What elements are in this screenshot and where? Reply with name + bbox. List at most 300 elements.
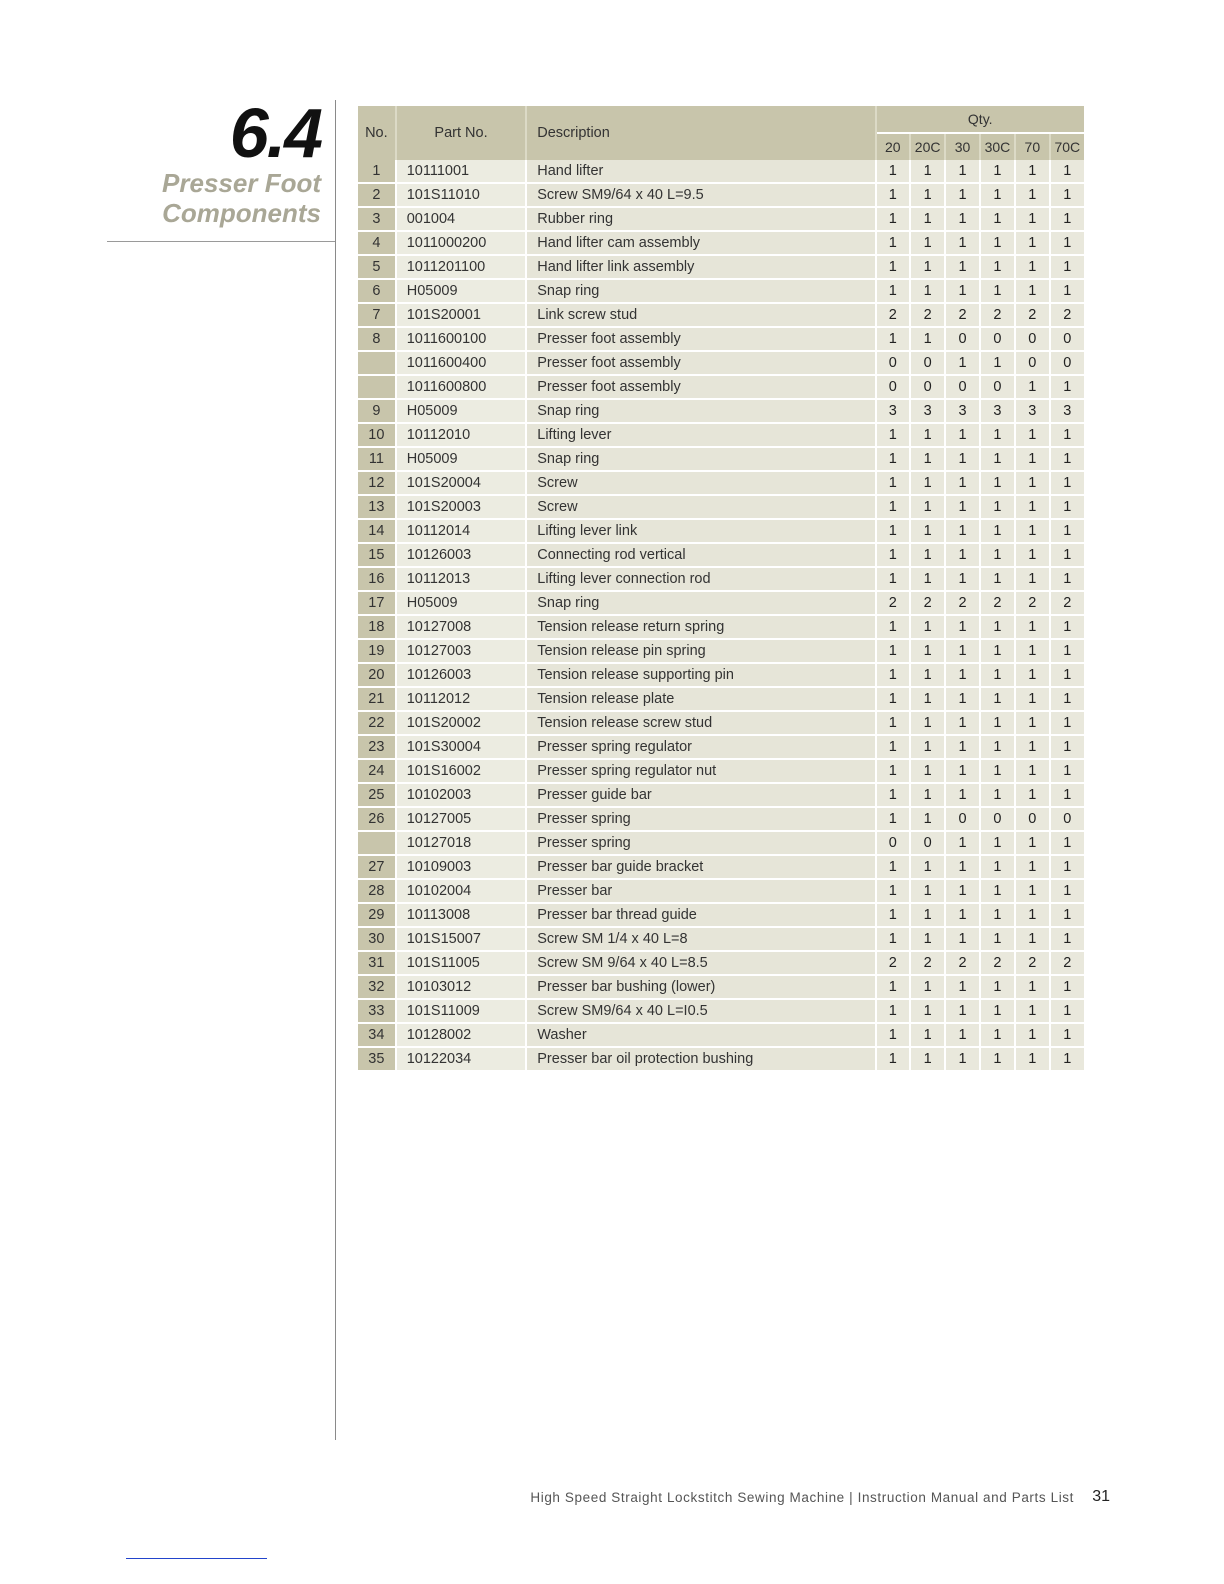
- header-model: 30: [945, 133, 979, 160]
- cell-qty: 1: [1050, 879, 1084, 903]
- cell-description: Presser spring: [526, 831, 875, 855]
- cell-part-no: 10109003: [396, 855, 527, 879]
- cell-qty: 2: [980, 591, 1015, 615]
- column-divider: [335, 100, 336, 1440]
- cell-qty: 1: [1015, 879, 1049, 903]
- cell-qty: 1: [980, 519, 1015, 543]
- cell-description: Tension release return spring: [526, 615, 875, 639]
- cell-qty: 1: [910, 855, 945, 879]
- cell-qty: 1: [876, 639, 910, 663]
- cell-description: Snap ring: [526, 591, 875, 615]
- cell-qty: 1: [1015, 1047, 1049, 1071]
- cell-qty: 1: [910, 495, 945, 519]
- cell-qty: 1: [945, 471, 979, 495]
- cell-qty: 1: [945, 927, 979, 951]
- cell-qty: 2: [910, 303, 945, 327]
- cell-qty: 1: [945, 975, 979, 999]
- cell-no: 34: [358, 1023, 396, 1047]
- table-row: [358, 951, 1084, 975]
- cell-part-no: 10126003: [396, 543, 527, 567]
- parts-table: [358, 106, 1084, 1072]
- cell-description: Tension release supporting pin: [526, 663, 875, 687]
- cell-qty: 1: [876, 663, 910, 687]
- cell-qty: 1: [1050, 639, 1084, 663]
- cell-description: Presser bar oil protection bushing: [526, 1047, 875, 1071]
- cell-qty: 1: [1050, 783, 1084, 807]
- table-row: [358, 663, 1084, 687]
- cell-qty: 1: [876, 327, 910, 351]
- cell-qty: 1: [910, 687, 945, 711]
- cell-qty: 0: [945, 327, 979, 351]
- cell-qty: 1: [910, 975, 945, 999]
- cell-description: Screw SM9/64 x 40 L=9.5: [526, 183, 875, 207]
- table-row: [358, 591, 1084, 615]
- section-title: [162, 168, 321, 228]
- cell-no: 20: [358, 663, 396, 687]
- cell-qty: 1: [980, 783, 1015, 807]
- cell-part-no: H05009: [396, 399, 527, 423]
- table-row: [358, 1047, 1084, 1071]
- cell-qty: 1: [1015, 615, 1049, 639]
- cell-qty: 1: [945, 735, 979, 759]
- cell-qty: 2: [980, 303, 1015, 327]
- cell-qty: 1: [945, 687, 979, 711]
- cell-description: Presser bar: [526, 879, 875, 903]
- cell-qty: 1: [910, 735, 945, 759]
- cell-qty: 1: [910, 279, 945, 303]
- table-row: [358, 160, 1084, 183]
- cell-part-no: 10113008: [396, 903, 527, 927]
- table-row: [358, 615, 1084, 639]
- cell-part-no: 10112013: [396, 567, 527, 591]
- cell-qty: 3: [980, 399, 1015, 423]
- cell-qty: 1: [945, 831, 979, 855]
- cell-qty: 1: [1050, 615, 1084, 639]
- table-row: [358, 423, 1084, 447]
- cell-qty: 1: [1050, 255, 1084, 279]
- cell-part-no: 10112014: [396, 519, 527, 543]
- table-row: [358, 759, 1084, 783]
- cell-qty: 0: [1015, 807, 1049, 831]
- table-row: [358, 375, 1084, 399]
- cell-qty: 1: [1015, 255, 1049, 279]
- cell-qty: 1: [980, 207, 1015, 231]
- table-row: [358, 879, 1084, 903]
- cell-no: 15: [358, 543, 396, 567]
- cell-qty: 1: [980, 447, 1015, 471]
- cell-description: Presser spring regulator: [526, 735, 875, 759]
- cell-qty: 0: [876, 831, 910, 855]
- header-no: No.: [358, 106, 396, 160]
- cell-qty: 0: [1015, 351, 1049, 375]
- cell-no: 23: [358, 735, 396, 759]
- cell-qty: 0: [876, 351, 910, 375]
- cell-qty: 1: [980, 903, 1015, 927]
- cell-qty: 1: [1050, 975, 1084, 999]
- cell-qty: 1: [980, 831, 1015, 855]
- cell-description: Snap ring: [526, 279, 875, 303]
- cell-qty: 1: [876, 975, 910, 999]
- cell-no: 10: [358, 423, 396, 447]
- cell-part-no: 101S20003: [396, 495, 527, 519]
- cell-no: 11: [358, 447, 396, 471]
- table-row: [358, 999, 1084, 1023]
- cell-qty: 1: [876, 495, 910, 519]
- cell-qty: 1: [910, 663, 945, 687]
- cell-qty: 1: [980, 183, 1015, 207]
- header-model: 20C: [910, 133, 945, 160]
- cell-qty: 1: [876, 1047, 910, 1071]
- cell-qty: 1: [945, 759, 979, 783]
- cell-qty: 1: [876, 999, 910, 1023]
- cell-qty: 1: [980, 879, 1015, 903]
- cell-qty: 1: [945, 615, 979, 639]
- cell-no: 18: [358, 615, 396, 639]
- page-number: 31: [1092, 1488, 1110, 1505]
- cell-part-no: 101S11010: [396, 183, 527, 207]
- cell-qty: 1: [980, 615, 1015, 639]
- cell-part-no: 10127003: [396, 639, 527, 663]
- cell-qty: 1: [1015, 207, 1049, 231]
- header-model: 20: [876, 133, 910, 160]
- cell-qty: 1: [945, 255, 979, 279]
- cell-part-no: H05009: [396, 279, 527, 303]
- cell-qty: 1: [945, 423, 979, 447]
- cell-qty: 1: [1050, 759, 1084, 783]
- cell-qty: 1: [945, 543, 979, 567]
- table-row: [358, 927, 1084, 951]
- cell-qty: 1: [945, 903, 979, 927]
- cell-qty: 1: [876, 807, 910, 831]
- cell-part-no: H05009: [396, 447, 527, 471]
- cell-part-no: 10102004: [396, 879, 527, 903]
- cell-qty: 1: [980, 999, 1015, 1023]
- cell-no: 16: [358, 567, 396, 591]
- cell-description: Presser foot assembly: [526, 375, 875, 399]
- table-row: [358, 903, 1084, 927]
- cell-description: Presser spring regulator nut: [526, 759, 875, 783]
- cell-description: Screw SM9/64 x 40 L=I0.5: [526, 999, 875, 1023]
- cell-qty: 1: [980, 351, 1015, 375]
- cell-qty: 1: [910, 567, 945, 591]
- cell-qty: 1: [876, 711, 910, 735]
- cell-qty: 1: [1050, 183, 1084, 207]
- cell-qty: 2: [910, 591, 945, 615]
- cell-qty: 1: [1015, 663, 1049, 687]
- cell-qty: 1: [1050, 1023, 1084, 1047]
- cell-description: Lifting lever: [526, 423, 875, 447]
- cell-part-no: 101S11009: [396, 999, 527, 1023]
- cell-qty: 1: [945, 855, 979, 879]
- cell-no: 25: [358, 783, 396, 807]
- cell-qty: 1: [876, 783, 910, 807]
- bottom-link-underline: [126, 1558, 267, 1559]
- cell-qty: 1: [945, 207, 979, 231]
- cell-qty: 1: [876, 279, 910, 303]
- cell-qty: 1: [1015, 231, 1049, 255]
- table-row: [358, 399, 1084, 423]
- cell-qty: 1: [1050, 1047, 1084, 1071]
- cell-qty: 1: [945, 231, 979, 255]
- table-row: [358, 303, 1084, 327]
- cell-qty: 1: [1050, 231, 1084, 255]
- table-row: [358, 831, 1084, 855]
- cell-qty: 1: [1015, 519, 1049, 543]
- cell-qty: 1: [1050, 279, 1084, 303]
- table-row: [358, 471, 1084, 495]
- cell-qty: 1: [1015, 375, 1049, 399]
- cell-description: Rubber ring: [526, 207, 875, 231]
- cell-no: 7: [358, 303, 396, 327]
- cell-qty: 1: [980, 567, 1015, 591]
- cell-no: 27: [358, 855, 396, 879]
- cell-qty: 1: [910, 711, 945, 735]
- cell-qty: 1: [876, 927, 910, 951]
- cell-qty: 1: [1050, 711, 1084, 735]
- cell-qty: 1: [980, 423, 1015, 447]
- cell-qty: 1: [1050, 855, 1084, 879]
- table-row: [358, 447, 1084, 471]
- cell-qty: 1: [1015, 447, 1049, 471]
- cell-part-no: 1011201100: [396, 255, 527, 279]
- cell-qty: 1: [1015, 639, 1049, 663]
- cell-part-no: H05009: [396, 591, 527, 615]
- cell-qty: 1: [1015, 1023, 1049, 1047]
- cell-no: 9: [358, 399, 396, 423]
- table-row: [358, 735, 1084, 759]
- cell-qty: 2: [980, 951, 1015, 975]
- cell-qty: 1: [980, 231, 1015, 255]
- cell-qty: 1: [876, 879, 910, 903]
- cell-no: 21: [358, 687, 396, 711]
- cell-description: Presser foot assembly: [526, 327, 875, 351]
- cell-part-no: 10126003: [396, 663, 527, 687]
- cell-description: Screw: [526, 471, 875, 495]
- cell-qty: 1: [910, 183, 945, 207]
- cell-qty: 1: [1015, 759, 1049, 783]
- cell-description: Presser guide bar: [526, 783, 875, 807]
- cell-qty: 1: [980, 495, 1015, 519]
- cell-qty: 2: [910, 951, 945, 975]
- cell-qty: 1: [980, 975, 1015, 999]
- cell-part-no: 10127008: [396, 615, 527, 639]
- cell-qty: 0: [980, 327, 1015, 351]
- cell-qty: 0: [910, 831, 945, 855]
- cell-part-no: 10127005: [396, 807, 527, 831]
- table-row: [358, 183, 1084, 207]
- cell-qty: 1: [980, 663, 1015, 687]
- cell-qty: 1: [1015, 687, 1049, 711]
- cell-qty: 1: [1050, 903, 1084, 927]
- cell-qty: 1: [876, 447, 910, 471]
- cell-no: 31: [358, 951, 396, 975]
- cell-qty: 1: [876, 423, 910, 447]
- cell-qty: 1: [910, 639, 945, 663]
- cell-qty: 1: [910, 1023, 945, 1047]
- cell-qty: 2: [1050, 303, 1084, 327]
- cell-qty: 1: [945, 183, 979, 207]
- cell-no: [358, 375, 396, 399]
- cell-description: Lifting lever connection rod: [526, 567, 875, 591]
- cell-qty: 1: [910, 160, 945, 183]
- cell-qty: 1: [1015, 471, 1049, 495]
- cell-qty: 2: [1015, 951, 1049, 975]
- cell-qty: 1: [1015, 495, 1049, 519]
- table-row: [358, 519, 1084, 543]
- cell-qty: 1: [945, 711, 979, 735]
- cell-no: 2: [358, 183, 396, 207]
- cell-qty: 1: [1050, 831, 1084, 855]
- cell-no: 19: [358, 639, 396, 663]
- cell-part-no: 10103012: [396, 975, 527, 999]
- cell-qty: 0: [910, 375, 945, 399]
- cell-qty: 1: [980, 711, 1015, 735]
- cell-description: Tension release pin spring: [526, 639, 875, 663]
- cell-qty: 3: [945, 399, 979, 423]
- cell-part-no: 1011600400: [396, 351, 527, 375]
- cell-qty: 1: [1050, 543, 1084, 567]
- cell-description: Screw SM 1/4 x 40 L=8: [526, 927, 875, 951]
- cell-qty: 1: [1050, 447, 1084, 471]
- cell-qty: 1: [910, 447, 945, 471]
- section-title-line2: Components: [162, 198, 321, 228]
- table-row: [358, 639, 1084, 663]
- cell-qty: 1: [876, 231, 910, 255]
- cell-no: 35: [358, 1047, 396, 1071]
- cell-qty: 1: [1015, 903, 1049, 927]
- cell-qty: 1: [945, 495, 979, 519]
- cell-no: [358, 351, 396, 375]
- cell-qty: 1: [1015, 927, 1049, 951]
- cell-qty: 0: [876, 375, 910, 399]
- cell-qty: 1: [910, 615, 945, 639]
- table-row: [358, 207, 1084, 231]
- cell-qty: 1: [1015, 975, 1049, 999]
- cell-part-no: 101S30004: [396, 735, 527, 759]
- cell-no: 12: [358, 471, 396, 495]
- cell-qty: 1: [876, 255, 910, 279]
- cell-qty: 2: [945, 303, 979, 327]
- table-row: [358, 855, 1084, 879]
- cell-qty: 1: [945, 351, 979, 375]
- cell-no: 13: [358, 495, 396, 519]
- cell-qty: 2: [945, 951, 979, 975]
- cell-qty: 0: [1015, 327, 1049, 351]
- table-row: [358, 567, 1084, 591]
- cell-description: Lifting lever link: [526, 519, 875, 543]
- cell-qty: 1: [945, 1047, 979, 1071]
- cell-qty: 1: [980, 639, 1015, 663]
- table-row: [358, 975, 1084, 999]
- cell-part-no: 10127018: [396, 831, 527, 855]
- cell-qty: 1: [980, 1023, 1015, 1047]
- section-number: 6.4: [229, 94, 321, 172]
- cell-part-no: 10128002: [396, 1023, 527, 1047]
- cell-qty: 0: [945, 375, 979, 399]
- cell-qty: 1: [980, 279, 1015, 303]
- cell-part-no: 10112012: [396, 687, 527, 711]
- header-part-no: Part No.: [396, 106, 527, 160]
- table-row: [358, 807, 1084, 831]
- table-row: [358, 543, 1084, 567]
- cell-qty: 1: [876, 903, 910, 927]
- cell-no: 26: [358, 807, 396, 831]
- cell-qty: 1: [1050, 567, 1084, 591]
- header-model: 70: [1015, 133, 1049, 160]
- cell-qty: 1: [876, 207, 910, 231]
- cell-no: 17: [358, 591, 396, 615]
- cell-description: Hand lifter link assembly: [526, 255, 875, 279]
- cell-qty: 1: [945, 639, 979, 663]
- cell-qty: 1: [980, 160, 1015, 183]
- cell-description: Presser foot assembly: [526, 351, 875, 375]
- cell-qty: 1: [945, 999, 979, 1023]
- cell-no: 33: [358, 999, 396, 1023]
- cell-qty: 0: [1050, 327, 1084, 351]
- cell-no: 30: [358, 927, 396, 951]
- table-row: [358, 783, 1084, 807]
- cell-qty: 1: [876, 160, 910, 183]
- cell-no: 24: [358, 759, 396, 783]
- cell-qty: 1: [1050, 999, 1084, 1023]
- cell-qty: 2: [1050, 591, 1084, 615]
- cell-qty: 1: [910, 759, 945, 783]
- footer-text: High Speed Straight Lockstitch Sewing Machine | Instruction Manual and Parts List: [530, 1490, 1074, 1505]
- cell-qty: 1: [1015, 783, 1049, 807]
- cell-qty: 0: [1050, 351, 1084, 375]
- cell-qty: 2: [876, 951, 910, 975]
- cell-no: 5: [358, 255, 396, 279]
- cell-qty: 1: [980, 735, 1015, 759]
- cell-qty: 1: [910, 903, 945, 927]
- cell-qty: 1: [910, 207, 945, 231]
- cell-qty: 1: [910, 471, 945, 495]
- header-model: 70C: [1050, 133, 1084, 160]
- cell-qty: 1: [1015, 160, 1049, 183]
- cell-qty: 1: [980, 255, 1015, 279]
- cell-qty: 1: [980, 543, 1015, 567]
- cell-description: Link screw stud: [526, 303, 875, 327]
- cell-qty: 1: [876, 567, 910, 591]
- cell-part-no: 101S20002: [396, 711, 527, 735]
- cell-description: Presser bar thread guide: [526, 903, 875, 927]
- table-row: [358, 495, 1084, 519]
- cell-qty: 3: [1015, 399, 1049, 423]
- cell-part-no: 10102003: [396, 783, 527, 807]
- cell-part-no: 10112010: [396, 423, 527, 447]
- cell-qty: 0: [980, 807, 1015, 831]
- cell-part-no: 1011600100: [396, 327, 527, 351]
- cell-qty: 1: [910, 423, 945, 447]
- cell-qty: 1: [910, 1047, 945, 1071]
- cell-qty: 1: [980, 1047, 1015, 1071]
- cell-qty: 2: [945, 591, 979, 615]
- cell-description: Presser bar bushing (lower): [526, 975, 875, 999]
- header-model: 30C: [980, 133, 1015, 160]
- cell-qty: 2: [876, 591, 910, 615]
- cell-qty: 1: [1015, 831, 1049, 855]
- cell-part-no: 101S16002: [396, 759, 527, 783]
- cell-no: 4: [358, 231, 396, 255]
- cell-qty: 2: [1015, 591, 1049, 615]
- cell-no: 14: [358, 519, 396, 543]
- cell-qty: 1: [1015, 567, 1049, 591]
- cell-no: 29: [358, 903, 396, 927]
- cell-no: [358, 831, 396, 855]
- cell-qty: 1: [910, 879, 945, 903]
- cell-qty: 3: [1050, 399, 1084, 423]
- cell-qty: 2: [1015, 303, 1049, 327]
